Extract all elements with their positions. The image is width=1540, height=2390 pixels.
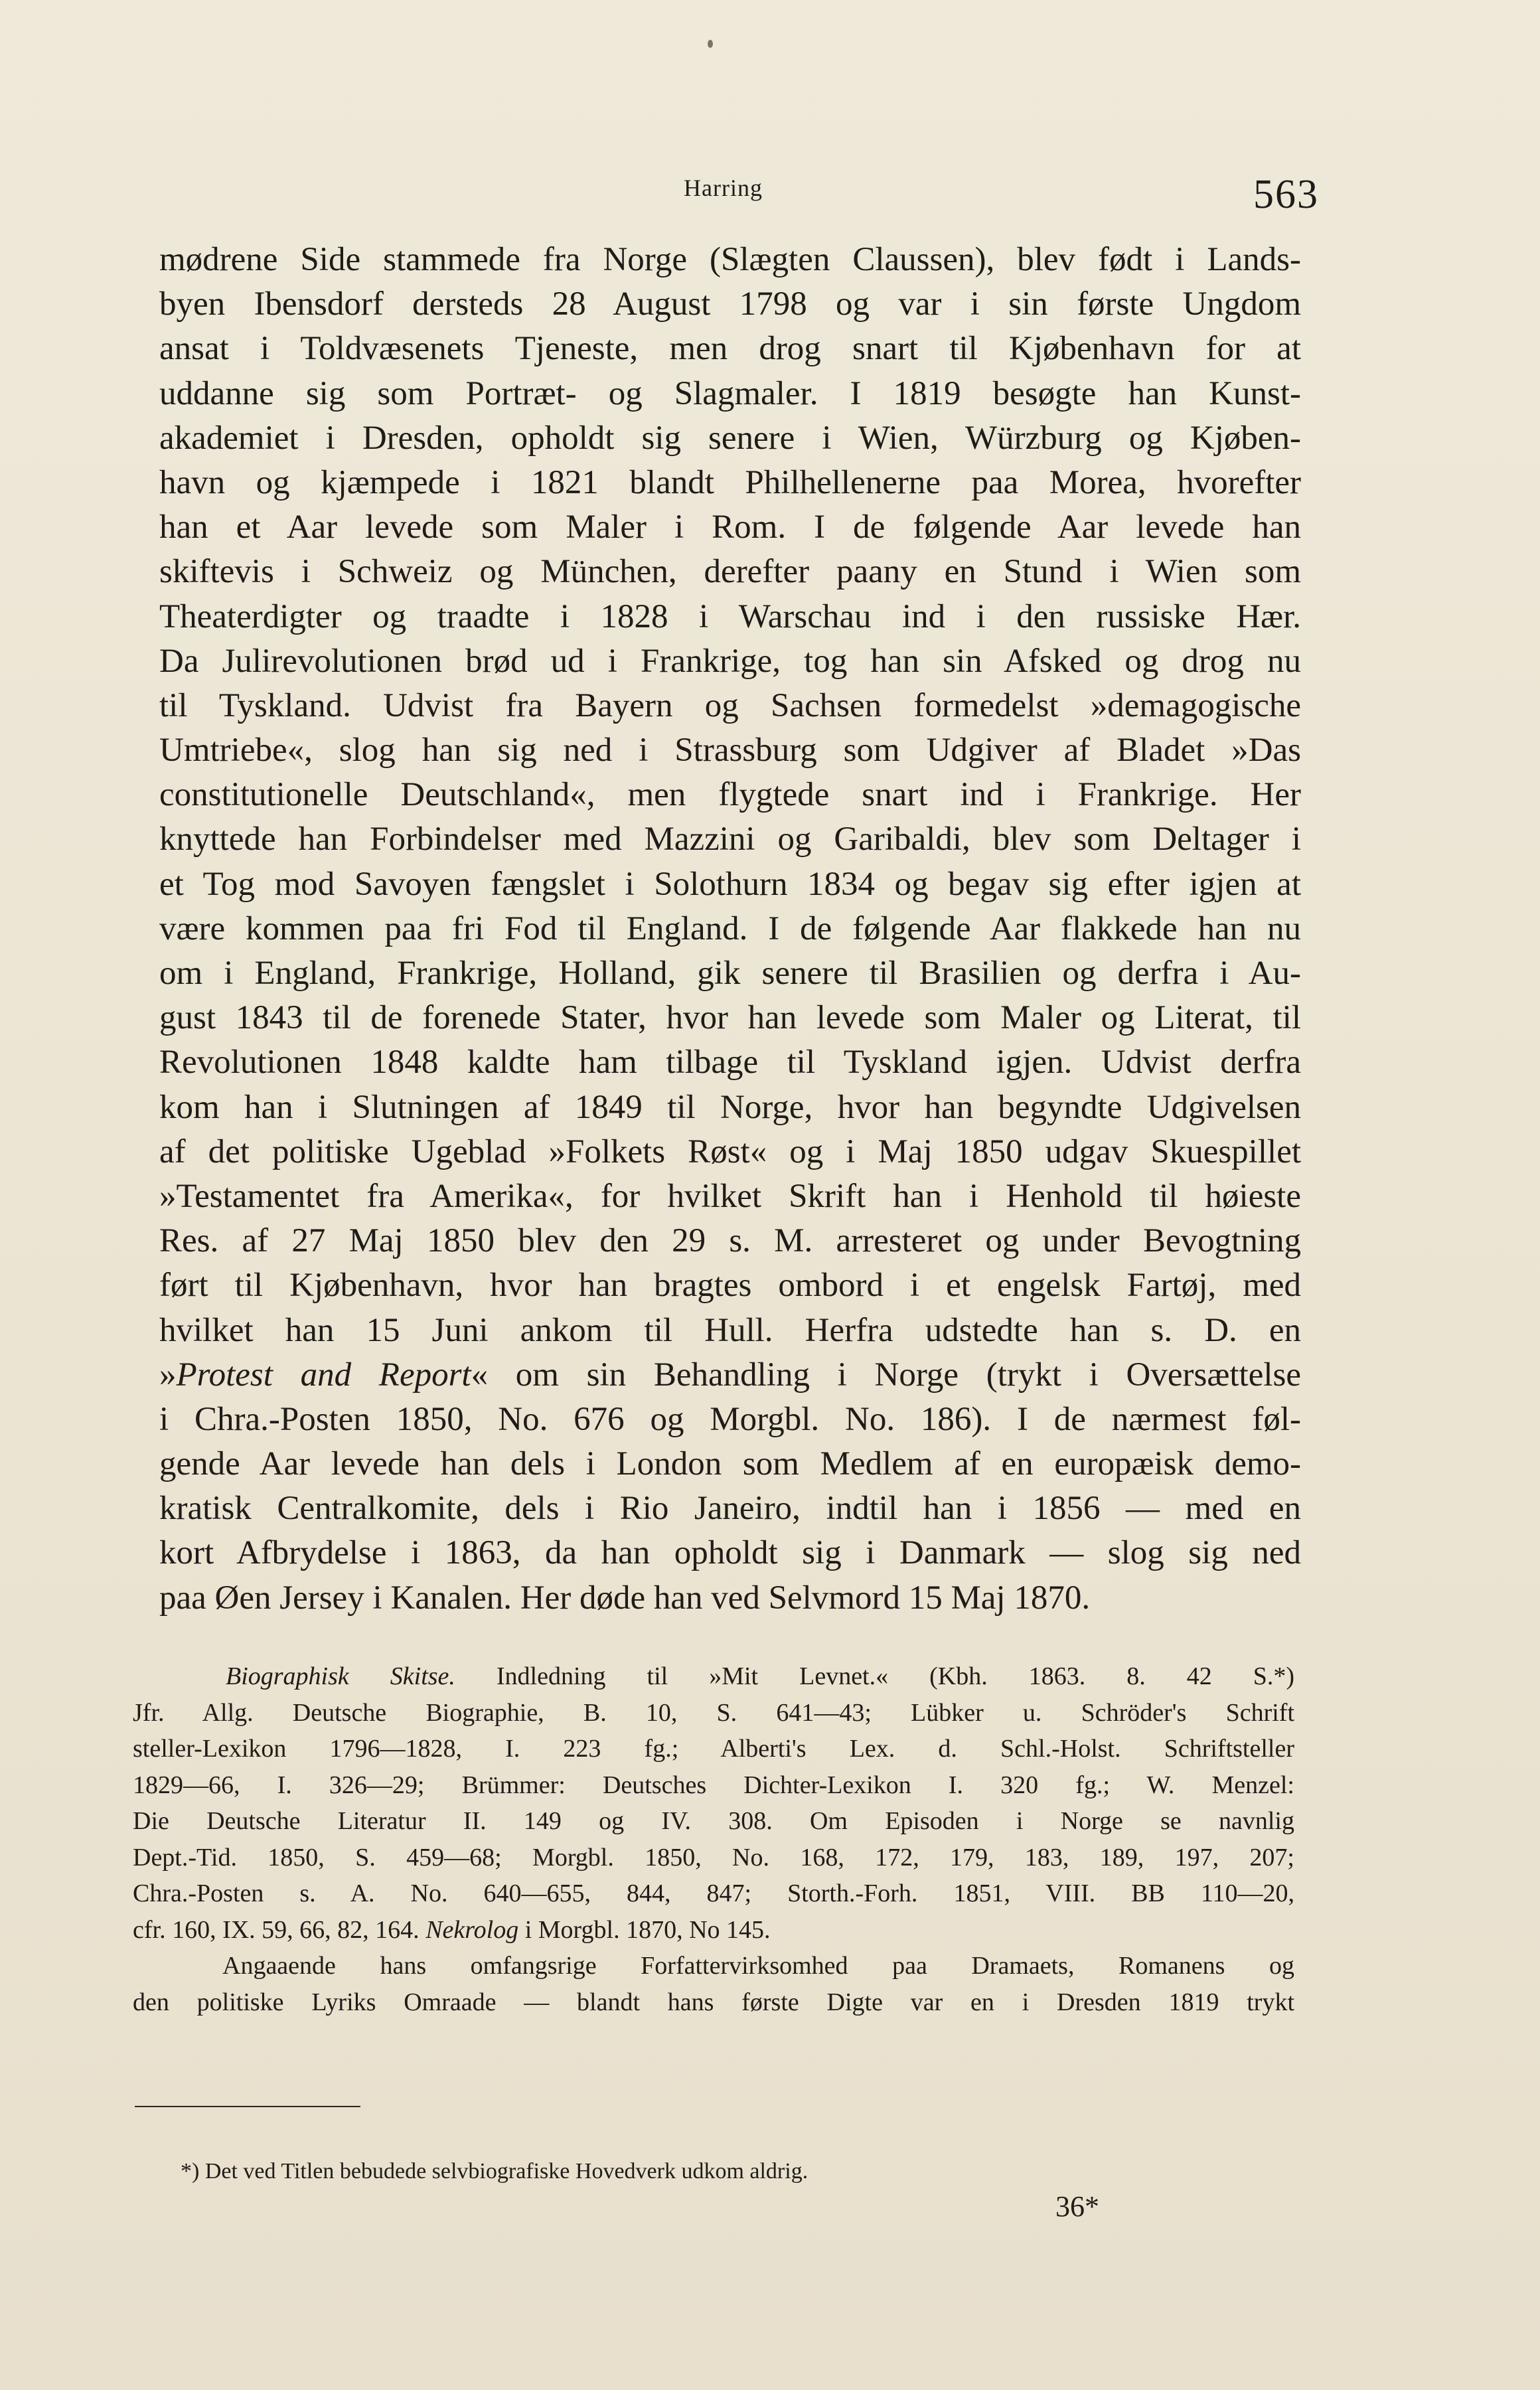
nekrolog-italic: Nekrolog xyxy=(425,1915,519,1944)
text-line: hvilket han 15 Juni ankom til Hull. Herfra udstedte han s. D. en xyxy=(159,1311,1301,1349)
text-line: om i England, Frankrige, Holland, gik senere til Brasilien og derfra i Au- xyxy=(159,955,1301,992)
ref-line: Jfr. Allg. Deutsche Biographie, B. 10, S. 641—43; Lübker u. Schröder's Schrift xyxy=(133,1698,1294,1727)
ref-line: Chra.-Posten s. A. No. 640—655, 844, 847; Storth.-Forh. 1851, VIII. BB 110—20, xyxy=(133,1879,1294,1907)
main-text xyxy=(159,238,1301,1621)
ref-line-post: i Morgbl. 1870, No 145. xyxy=(518,1915,771,1944)
text-line: i Chra.-Posten 1850, No. 676 og Morgbl. No. 186). I de nærmest føl- xyxy=(159,1400,1301,1438)
ref-italic-title: Biographisk Skitse. xyxy=(226,1662,455,1690)
ref-line: 1829—66, I. 326—29; Brümmer: Deutsches Dichter-Lexikon I. 320 fg.; W. Menzel: xyxy=(133,1771,1294,1799)
ref-line: Dept.-Tid. 1850, S. 459—68; Morgbl. 1850, No. 168, 172, 179, 183, 189, 197, 207; xyxy=(133,1843,1294,1872)
footnote: *) Det ved Titlen bebudede selvbiografiske Hovedverk udkom aldrig. xyxy=(181,2159,809,2184)
protest-rest: om sin Behandling i Norge (trykt i Oversættelse xyxy=(488,1356,1301,1394)
text-line: havn og kjæmpede i 1821 blandt Philhellenerne paa Morea, hvorefter xyxy=(159,463,1301,501)
quote-close: « xyxy=(471,1356,489,1394)
page-number: 563 xyxy=(1253,172,1319,217)
text-line: ansat i Toldvæsenets Tjeneste, men drog snart til Kjøbenhavn for at xyxy=(159,330,1301,368)
text-line: byen Ibensdorf dersteds 28 August 1798 og var i sin første Ungdom xyxy=(159,285,1301,323)
ref-line: steller-Lexikon 1796—1828, I. 223 fg.; Alberti's Lex. d. Schl.-Holst. Schriftsteller xyxy=(133,1735,1294,1763)
text-line: gende Aar levede han dels i London som Medlem af en europæisk demo- xyxy=(159,1445,1301,1483)
ref-line xyxy=(133,1912,1294,1949)
text-line: »Testamentet fra Amerika«, for hvilket Skrift han i Henhold til høieste xyxy=(159,1177,1301,1215)
running-header: Harring xyxy=(684,175,763,201)
ref-line-pre: cfr. 160, IX. 59, 66, 82, 164. xyxy=(133,1915,426,1944)
text-line: til Tyskland. Udvist fra Bayern og Sachsen formedelst »demagogische xyxy=(159,686,1301,724)
text-line: Revolutionen 1848 kaldte ham tilbage til Tyskland igjen. Udvist derfra xyxy=(159,1044,1301,1081)
text-line: skiftevis i Schweiz og München, derefter paany en Stund i Wien som xyxy=(159,553,1301,591)
ref-line: den politiske Lyriks Omraade — blandt hans første Digte var en i Dresden 1819 trykt xyxy=(133,1988,1294,2016)
text-line: Da Julirevolutionen brød ud i Frankrige, tog han sin Afsked og drog nu xyxy=(159,642,1301,680)
text-line: ført til Kjøbenhavn, hvor han bragtes ombord i et engelsk Fartøj, med xyxy=(159,1267,1301,1305)
text-line: Umtriebe«, slog han sig ned i Strassburg som Udgiver af Bladet »Das xyxy=(159,732,1301,769)
ref-line-rest: Indledning til »Mit Levnet.« (Kbh. 1863. 8. 42 S.*) xyxy=(455,1662,1294,1690)
footnote-rule xyxy=(135,2106,360,2107)
text-line-protest xyxy=(159,1353,1301,1397)
quote-open: » xyxy=(159,1356,177,1394)
ref-line: Die Deutsche Literatur II. 149 og IV. 308. Om Episoden i Norge se navnlig xyxy=(133,1807,1294,1835)
text-line: Theaterdigter og traadte i 1828 i Warschau ind i den russiske Hær. xyxy=(159,598,1301,635)
ref-line: Angaaende hans omfangsrige Forfattervirksomhed paa Dramaets, Romanens og xyxy=(222,1952,1294,1980)
text-line: constitutionelle Deutschland«, men flygtede snart ind i Frankrige. Her xyxy=(159,776,1301,814)
text-line: gust 1843 til de forenede Stater, hvor han levede som Maler og Literat, til xyxy=(159,999,1301,1037)
text-line: akademiet i Dresden, opholdt sig senere i Wien, Würzburg og Kjøben- xyxy=(159,419,1301,457)
text-line: kratisk Centralkomite, dels i Rio Janeiro, indtil han i 1856 — med en xyxy=(159,1490,1301,1528)
text-line: mødrene Side stammede fra Norge (Slægten Claussen), blev født i Lands- xyxy=(159,241,1301,278)
text-line: knyttede han Forbindelser med Mazzini og Garibaldi, blev som Deltager i xyxy=(159,821,1301,858)
references xyxy=(133,1658,1294,2020)
text-line: kort Afbrydelse i 1863, da han opholdt sig i Danmark — slog sig ned xyxy=(159,1534,1301,1572)
signature-mark: 36* xyxy=(1055,2190,1099,2223)
ref-line xyxy=(133,1658,1294,1695)
text-line: være kommen paa fri Fod til England. I de følgende Aar flakkede han nu xyxy=(159,910,1301,947)
text-line: af det politiske Ugeblad »Folkets Røst« og i Maj 1850 udgav Skuespillet xyxy=(159,1133,1301,1170)
text-line: uddanne sig som Portræt- og Slagmaler. I 1819 besøgte han Kunst- xyxy=(159,374,1301,412)
text-line: han et Aar levede som Maler i Rom. I de følgende Aar levede han xyxy=(159,509,1301,546)
text-line: et Tog mod Savoyen fængslet i Solothurn 1834 og begav sig efter igjen at xyxy=(159,865,1301,903)
paper-speck xyxy=(708,40,713,48)
text-line: kom han i Slutningen af 1849 til Norge, hvor han begyndte Udgivelsen xyxy=(159,1088,1301,1126)
text-line: Res. af 27 Maj 1850 blev den 29 s. M. arresteret og under Bevogtning xyxy=(159,1222,1301,1260)
text-line: paa Øen Jersey i Kanalen. Her døde han ved Selvmord 15 Maj 1870. xyxy=(159,1579,1091,1617)
protest-title: Protest and Report xyxy=(176,1356,471,1394)
